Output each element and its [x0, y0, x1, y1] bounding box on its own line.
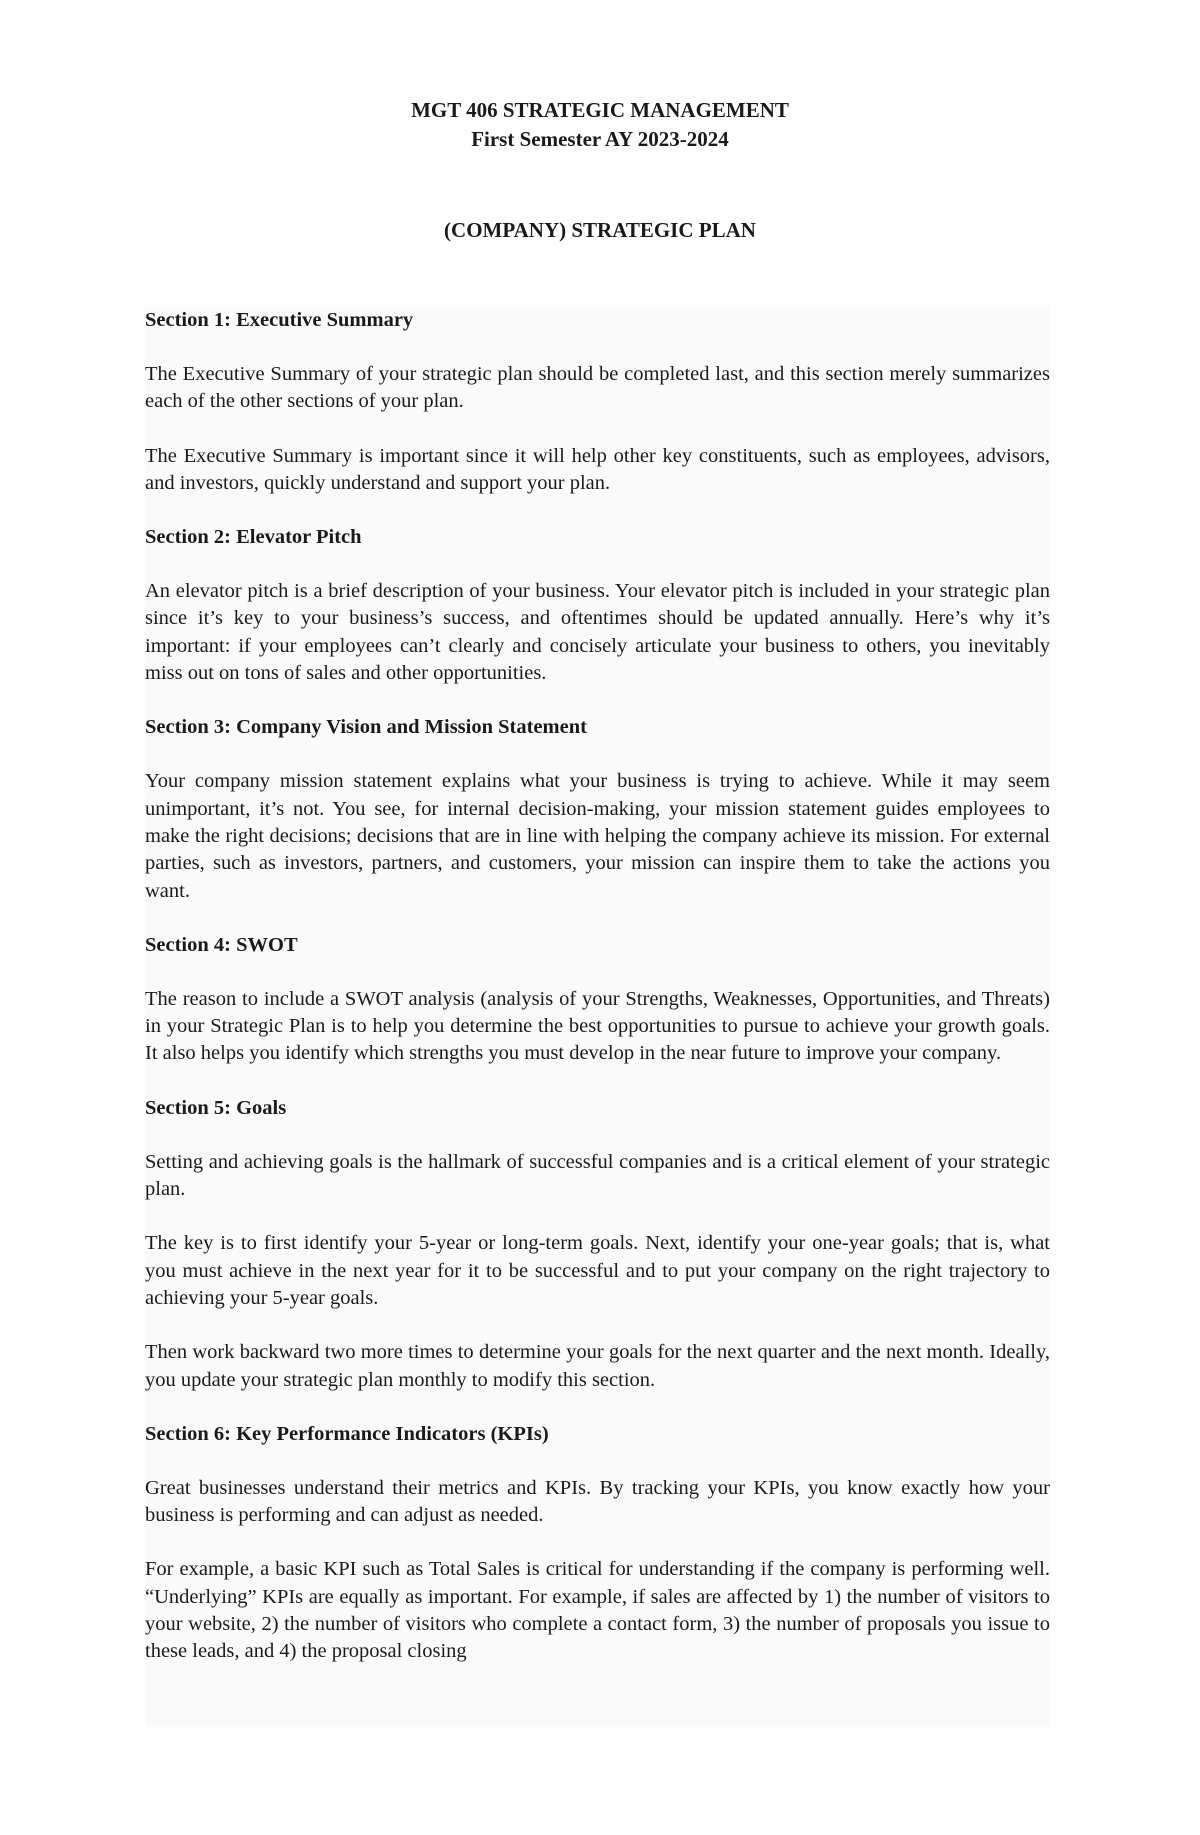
section-kpis: [145, 1421, 1050, 1666]
document-header: [0, 96, 1200, 154]
section-elevator-pitch: [145, 524, 1050, 687]
paragraph: Your company mission statement explains what your business is trying to achieve. While it may seem unimportant, it’s not. You see, for internal decision-making, your mission statement guides employees to make the right decisions; decisions that are in line with helping the company achieve its mission. For external parties, such as investors, partners, and customers, your mission can inspire them to take the actions you want.: [145, 770, 1050, 902]
section-heading: Section 6: Key Performance Indicators (KPIs): [145, 1422, 549, 1445]
paragraph: The reason to include a SWOT analysis (analysis of your Strengths, Weaknesses, Opportunities, and Threats) in your Strategic Plan is to help you determine the best opportunities to pursue to achieve your growth goals. It also helps you identify which strengths you must develop in the near future to improve your company.: [145, 987, 1050, 1065]
paragraph: Great businesses understand their metrics and KPIs. By tracking your KPIs, you know exactly how your business is performing and can adjust as needed.: [145, 1476, 1050, 1527]
section-swot: [145, 932, 1050, 1068]
paragraph: For example, a basic KPI such as Total Sales is critical for understanding if the company is performing well. “Underlying” KPIs are equally as important. For example, if sales are affected by 1) the number of visitors to your website, 2) the number of visitors who complete a contact form, 3) the number of proposals you issue to these leads, and 4) the proposal closing: [145, 1558, 1050, 1663]
paragraph: An elevator pitch is a brief description of your business. Your elevator pitch is included in your strategic plan since it’s key to your business’s success, and oftentimes should be updated annually. Here’s why it’s important: if your employees can’t clearly and concisely articulate your business to others, you inevitably miss out on tons of sales and other opportunities.: [145, 580, 1050, 685]
section-vision-mission: [145, 714, 1050, 904]
semester-line: First Semester AY 2023-2024: [471, 127, 729, 151]
section-executive-summary: [145, 307, 1050, 497]
section-heading: Section 5: Goals: [145, 1096, 287, 1119]
section-heading: Section 4: SWOT: [145, 933, 298, 956]
section-goals: [145, 1095, 1050, 1394]
paragraph: Setting and achieving goals is the hallmark of successful companies and is a critical element of your strategic plan.: [145, 1150, 1050, 1201]
paragraph: The Executive Summary of your strategic plan should be completed last, and this section merely summarizes each of the other sections of your plan.: [145, 363, 1050, 413]
section-heading: Section 2: Elevator Pitch: [145, 526, 362, 549]
document-title: (COMPANY) STRATEGIC PLAN: [444, 218, 756, 242]
section-heading: Section 1: Executive Summary: [145, 309, 414, 331]
section-heading: Section 3: Company Vision and Mission Statement: [145, 716, 587, 739]
document-body: [145, 307, 1050, 1727]
course-title: MGT 406 STRATEGIC MANAGEMENT: [411, 98, 789, 122]
paragraph: The Executive Summary is important since it will help other key constituents, such as employees, advisors, and investors, quickly understand and support your plan.: [145, 444, 1050, 494]
paragraph: The key is to first identify your 5-year or long-term goals. Next, identify your one-year goals; that is, what you must achieve in the next year for it to be successful and to put your company on the right trajectory to achieving your 5-year goals.: [145, 1232, 1050, 1309]
paragraph: Then work backward two more times to determine your goals for the next quarter and the next month. Ideally, you update your strategic plan monthly to modify this section.: [145, 1341, 1050, 1391]
